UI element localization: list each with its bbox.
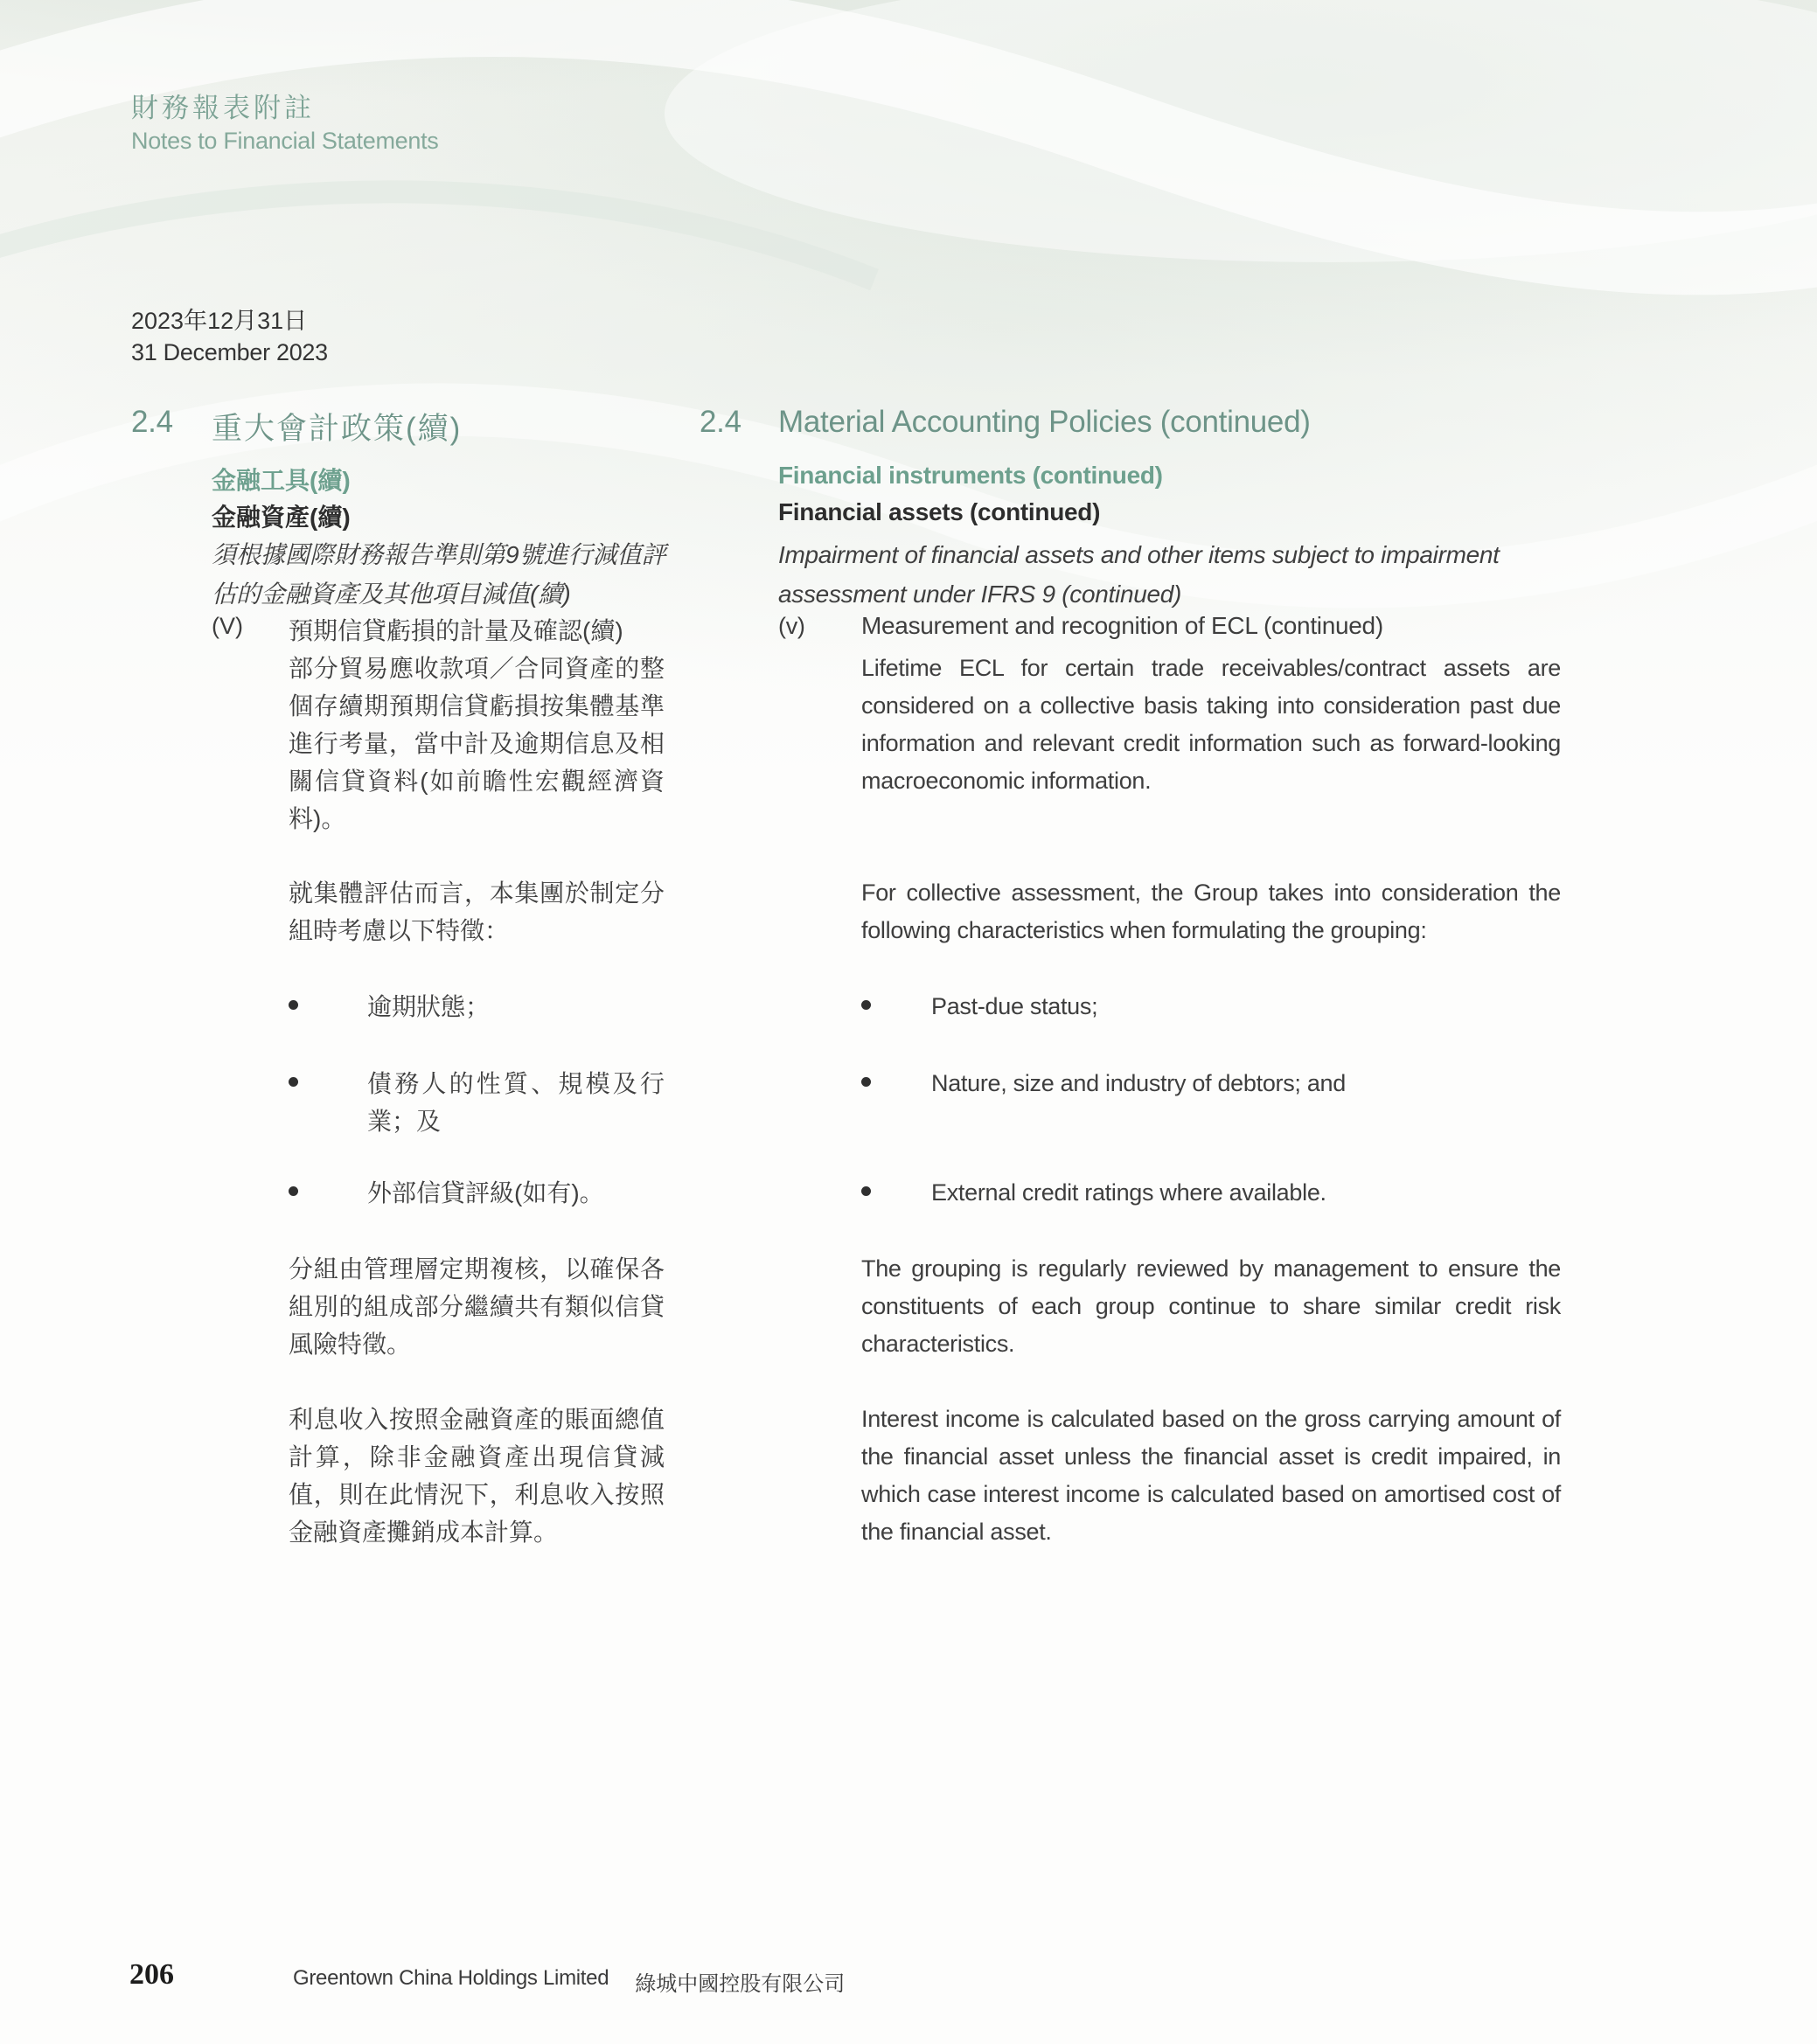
bullet-icon (289, 1186, 298, 1196)
item-title-zh: 預期信貸虧損的計量及確認(續) (289, 617, 623, 644)
page-title-zh: 財務報表附註 (131, 93, 315, 123)
interest-paragraph-zh: 利息收入按照金融資產的賬面總值計算，除非金融資產出現信貸減值，則在此情況下，利息收入按照金融資產攤銷成本計算。 (289, 1406, 665, 1546)
item-marker-zh: (V) (212, 613, 243, 639)
interest-paragraph-en: Interest income is calculated based on the gross carrying amount of the financial asset unless the financial asset is credit impaired, in which case interest income is calculated based on amortised cost of the financial asset. (861, 1406, 1561, 1545)
item-marker-en: (v) (778, 613, 805, 639)
bullet-icon (861, 1000, 871, 1010)
subheading-financial-assets-zh: 金融資產(續) (212, 504, 351, 531)
footer-company-zh: 綠城中國控股有限公司 (635, 1972, 846, 1996)
impairment-lead-zh: 須根據國際財務報告準則第9號進行減值評估的金融資產及其他項目減值(續) (212, 541, 666, 608)
grouping-paragraph-zh: 分組由管理層定期複核，以確保各組別的組成部分繼續共有類似信貸風險特徵。 (289, 1255, 665, 1358)
section-number-right: 2.4 (700, 405, 741, 439)
item-title-en: Measurement and recognition of ECL (continued) (861, 612, 1383, 639)
page-title-en: Notes to Financial Statements (131, 128, 439, 154)
report-date-en: 31 December 2023 (131, 339, 328, 365)
bullet-external-zh: 外部信貸評級(如有)。 (367, 1179, 604, 1206)
section-title-zh: 重大會計政策(續) (212, 412, 463, 446)
item-body-zh: 部分貿易應收款項／合同資產的整個存續期預期信貸虧損按集體基準進行考量，當中計及逾期信息及相關信貸資料(如前瞻性宏觀經濟資料)。 (289, 655, 665, 832)
collective-paragraph-zh: 就集體評估而言，本集團於制定分組時考慮以下特徵： (289, 879, 665, 944)
report-date-zh: 2023年12月31日 (131, 308, 308, 334)
collective-paragraph-en: For collective assessment, the Group takes into consideration the following characteristics when formulating the grouping: (861, 879, 1561, 943)
item-body-en: Lifetime ECL for certain trade receivables/contract assets are considered on a collective basis taking into consideration past due information and relevant credit information such as forward-looking macroeconomic information. (861, 655, 1561, 794)
page-number: 206 (129, 1958, 174, 1991)
footer-company-line (293, 1966, 845, 1997)
bullet-nature-zh: 債務人的性質、規模及行業；及 (367, 1070, 665, 1135)
section-number-left: 2.4 (131, 405, 173, 439)
subheading-financial-instruments-zh: 金融工具(續) (212, 467, 351, 494)
bullet-past-due-en: Past-due status; (931, 993, 1098, 1019)
grouping-paragraph-en: The grouping is regularly reviewed by management to ensure the constituents of each group continue to share similar credit risk characteristics. (861, 1255, 1561, 1357)
impairment-lead-en: Impairment of financial assets and other items subject to impairment assessment under IFRS 9 (continued) (778, 541, 1500, 608)
bullet-icon (861, 1186, 871, 1196)
bullet-icon (861, 1077, 871, 1087)
section-title-en: Material Accounting Policies (continued) (778, 405, 1311, 439)
bullet-past-due-zh: 逾期狀態； (367, 993, 491, 1020)
bullet-external-en: External credit ratings where available. (931, 1179, 1326, 1206)
subheading-financial-assets-en: Financial assets (continued) (778, 498, 1101, 525)
subheading-financial-instruments-en: Financial instruments (continued) (778, 462, 1163, 489)
footer-company-en: Greentown China Holdings Limited (293, 1966, 609, 1990)
bullet-nature-en: Nature, size and industry of debtors; and (931, 1070, 1346, 1096)
bullet-icon (289, 1077, 298, 1087)
bullet-icon (289, 1000, 298, 1010)
